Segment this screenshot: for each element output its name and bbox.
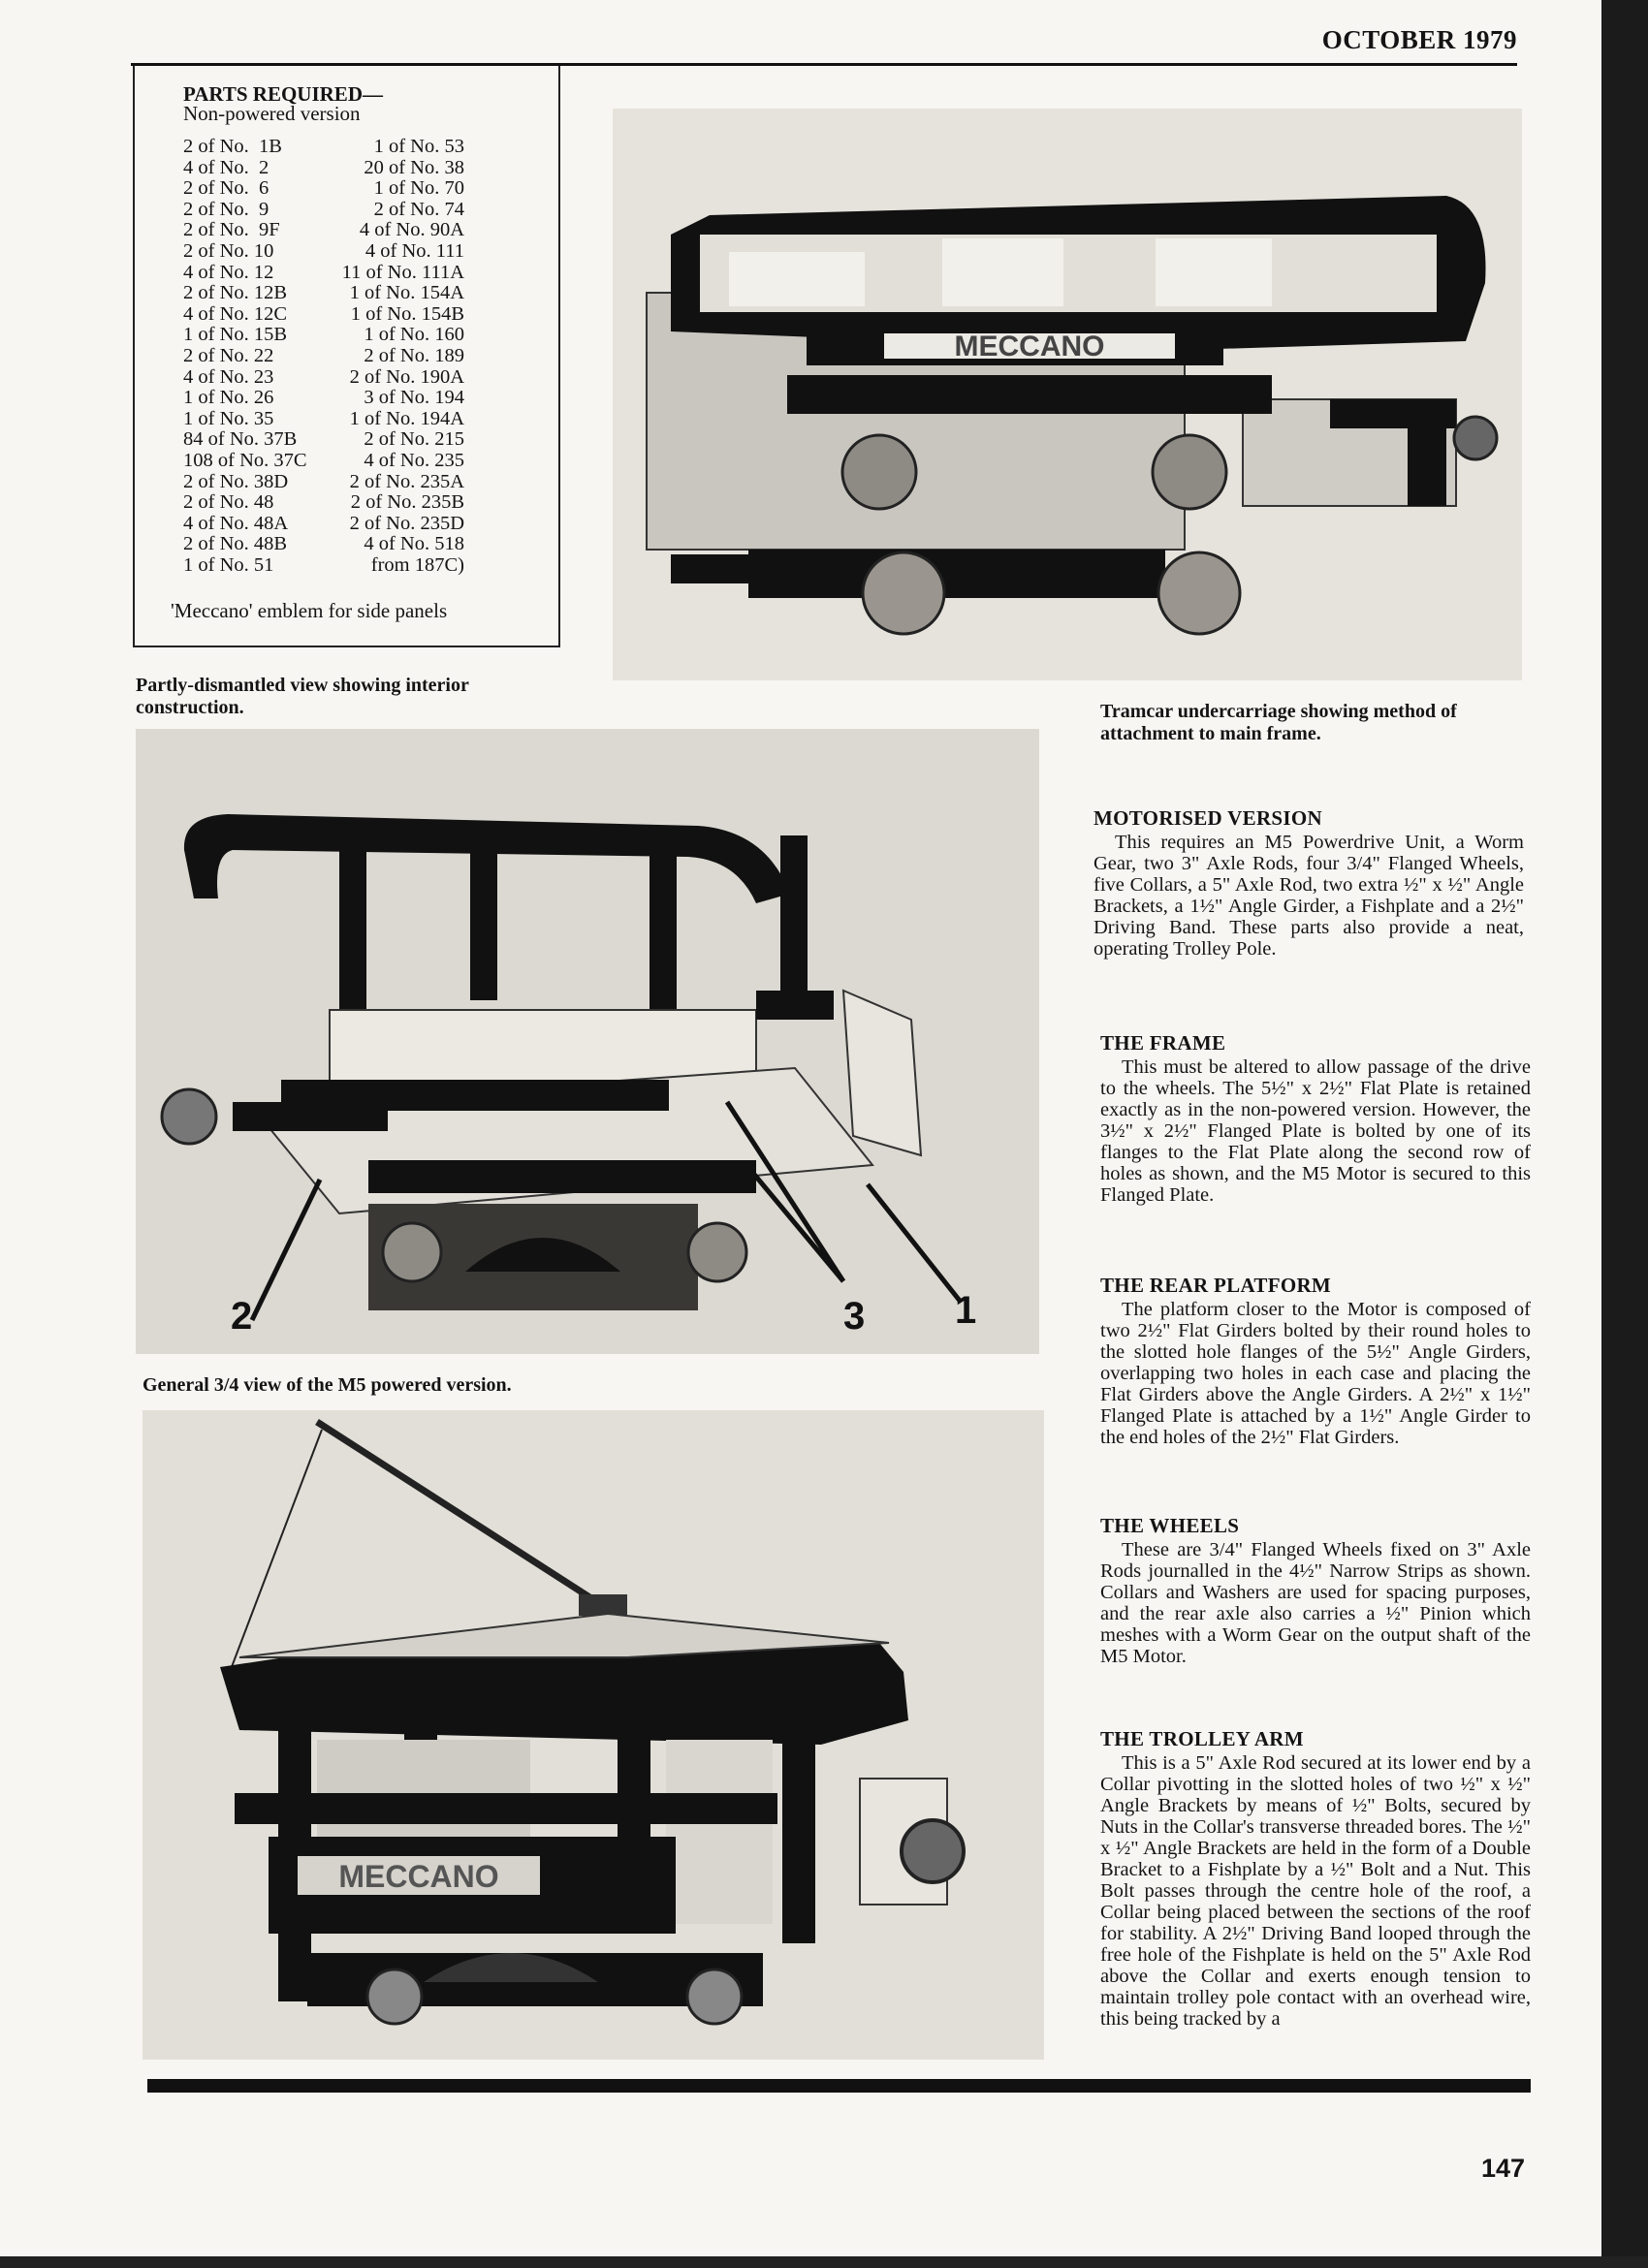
- parts-list-item: 4 of No. 48A: [183, 512, 289, 534]
- parts-list-item: 2 of No. 12B: [183, 282, 288, 304]
- parts-list-item: 2 of No. 189: [364, 344, 464, 366]
- page-bottom-edge: [0, 2256, 1648, 2268]
- photo-undercarriage: [613, 109, 1522, 680]
- parts-list-item: 4 of No. 90A: [359, 219, 464, 241]
- parts-list-item: 3 of No. 194: [364, 387, 464, 409]
- section-title-wheels: THE WHEELS: [1100, 1514, 1240, 1537]
- parts-list-item: 4 of No. 111: [364, 239, 464, 262]
- parts-list-item: 1 of No. 154A: [349, 282, 464, 304]
- parts-list-item: 1 of No. 194A: [349, 407, 464, 429]
- parts-list-item: 2 of No. 235D: [349, 512, 464, 534]
- parts-list-item: 2 of No. 9: [183, 198, 269, 220]
- section-body-wheels: These are 3/4" Flanged Wheels fixed on 3" Axle Rods journalled in the 4½" Narrow Strips as shown. Collars and Washers are used for spacing purposes, and the rear axle also carries a ½" Pinion which meshes with a Worm Gear on the output shaft of the M5 Motor.: [1100, 1539, 1531, 1667]
- parts-list-item: 4 of No. 12C: [183, 302, 288, 325]
- parts-list-item: 2 of No. 9F: [183, 219, 280, 241]
- parts-subtitle: Non-powered version: [183, 102, 361, 125]
- section-body-motorised: This requires an M5 Powerdrive Unit, a Worm Gear, two 3" Axle Rods, four 3/4" Flanged Wheels, five Collars, a 5" Axle Rod, two extra ½" x ½" Angle Brackets, a 1½" Angle Girder, a Fishplate and a 2½" Driving Band. These parts also provide a neat, operating Trolley Pole.: [1093, 832, 1524, 960]
- section-title-rear-platform: THE REAR PLATFORM: [1100, 1274, 1332, 1297]
- section-title-trolley-arm: THE TROLLEY ARM: [1100, 1727, 1304, 1750]
- parts-list-item: 4 of No. 235: [364, 449, 464, 471]
- parts-list-item: 2 of No. 48B: [183, 533, 288, 555]
- footer-rule: [147, 2079, 1531, 2093]
- page-number: 147: [1481, 2154, 1526, 2183]
- parts-note: 'Meccano' emblem for side panels: [171, 599, 448, 622]
- parts-title: PARTS REQUIRED—: [183, 82, 383, 106]
- page-edge-shadow: [1601, 0, 1648, 2268]
- section-title-frame: THE FRAME: [1100, 1031, 1226, 1055]
- parts-list-item: 2 of No. 22: [183, 344, 274, 366]
- parts-list-item: 108 of No. 37C: [183, 449, 307, 471]
- parts-list-item: 2 of No. 10: [183, 239, 274, 262]
- section-body-trolley-arm: This is a 5" Axle Rod secured at its lower end by a Collar pivotting in the slotted holes of two ½" x ½" Angle Brackets by means of ½" Bolts, secured by Nuts in the Collar's transverse threaded bores. The ½" x ½" Angle Brackets are held in the form of a Double Bracket to a Fishplate by a ½" Bolt and a Nut. This Bolt passes through the centre hole of the roof, a Collar being placed between the sections of the roof for stability. A 2½" Driving Band looped through the free hole of the Fishplate is held on the 5" Axle Rod above the Collar and exerts enough tension to maintain trolley pole contact with an overhead wire, this being tracked by a: [1100, 1752, 1531, 2030]
- parts-list-item: 2 of No. 1B: [183, 136, 282, 157]
- parts-list-right: [300, 137, 464, 576]
- parts-list-item: 20 of No. 38: [364, 156, 464, 178]
- parts-list-item: 2 of No. 38D: [183, 470, 289, 492]
- parts-list-item: 1 of No. 15B: [183, 324, 288, 346]
- caption-general-view: General 3/4 view of the M5 powered version.: [143, 1374, 512, 1396]
- parts-list-item: 2 of No. 48: [183, 491, 274, 514]
- parts-list-item: 2 of No. 190A: [349, 365, 464, 388]
- parts-list-item: from 187C): [370, 553, 464, 576]
- general-view-emblem-text: MECCANO: [338, 1859, 499, 1894]
- parts-list-item: 2 of No. 235A: [349, 470, 464, 492]
- caption-partly-dismantled: Partly-dismantled view showing interior construction.: [136, 675, 469, 718]
- parts-list-item: 4 of No. 518: [364, 533, 464, 555]
- photo-partly-dismantled: [136, 729, 1039, 1354]
- parts-list-item: 2 of No. 6: [183, 177, 269, 200]
- parts-list-item: 1 of No. 154B: [350, 302, 464, 325]
- section-body-rear-platform: The platform closer to the Motor is composed of two 2½" Flat Girders bolted by their round holes to the slotted hole flanges of the 5½" Angle Girders, overlapping two holes in each case and placing the Flat Girders above the Angle Girders. A 2½" x 1½" Flanged Plate is attached by a 1½" Angle Girder to the end holes of the 2½" Flat Girders.: [1100, 1299, 1531, 1448]
- parts-list-item: 84 of No. 37B: [183, 428, 298, 451]
- parts-list-item: 1 of No. 53: [373, 136, 464, 157]
- parts-list-left: [183, 137, 307, 576]
- section-title-motorised: MOTORISED VERSION: [1093, 806, 1322, 830]
- callout-3: 3: [843, 1295, 866, 1338]
- photo-general-view: [143, 1410, 1044, 2060]
- parts-list-item: 1 of No. 26: [183, 387, 274, 409]
- section-body-frame: This must be altered to allow passage of the drive to the wheels. The 5½" x 2½" Flat Plate is retained exactly as in the non-powered version. However, the 3½" x 2½" Flanged Plate is bolted by one of its flanges to the Flat Plate along the second row of holes as shown, and the M5 Motor is secured to this Flanged Plate.: [1100, 1056, 1531, 1206]
- parts-list-item: 1 of No. 160: [364, 324, 464, 346]
- parts-list-item: 2 of No. 74: [373, 198, 464, 220]
- parts-list-item: 1 of No. 51: [183, 553, 274, 576]
- parts-list-item: 11 of No. 111A: [341, 261, 464, 283]
- parts-list-item: 1 of No. 70: [373, 177, 464, 200]
- callout-1: 1: [955, 1289, 977, 1332]
- parts-required-box: [133, 66, 560, 647]
- parts-list-item: 4 of No. 2: [183, 156, 269, 178]
- parts-list-item: 2 of No. 215: [364, 428, 464, 451]
- caption-undercarriage: Tramcar undercarriage showing method of attachment to main frame.: [1100, 701, 1457, 744]
- undercarriage-emblem-text: MECCANO: [954, 331, 1105, 362]
- parts-list-item: 2 of No. 235B: [350, 491, 464, 514]
- parts-list-item: 4 of No. 23: [183, 365, 274, 388]
- callout-2: 2: [231, 1295, 253, 1338]
- parts-list-item: 4 of No. 12: [183, 261, 274, 283]
- parts-list-item: 1 of No. 35: [183, 407, 274, 429]
- issue-date: OCTOBER 1979: [1321, 25, 1517, 54]
